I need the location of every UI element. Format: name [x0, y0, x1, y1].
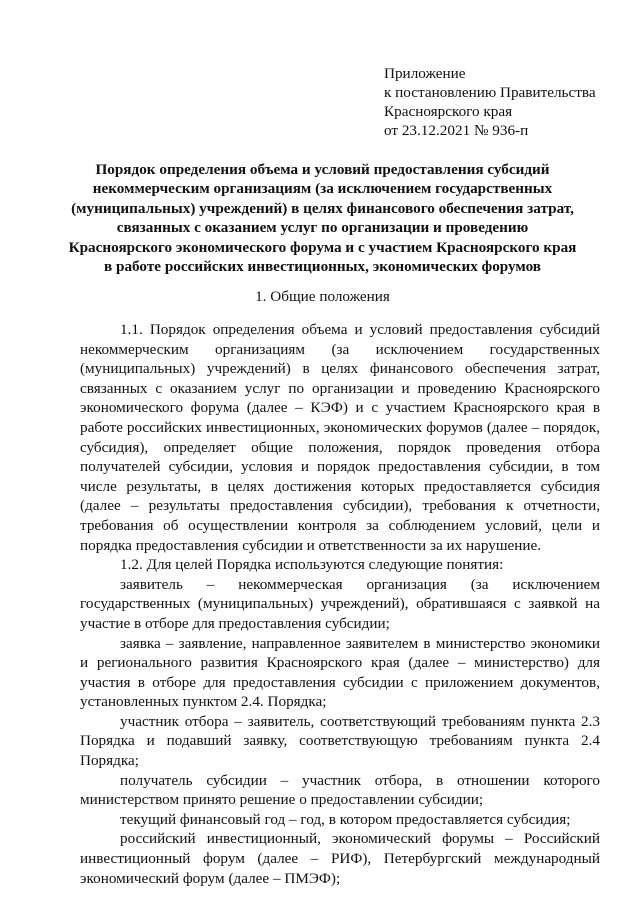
- definition-participant: участник отбора – заявитель, соответствующий требованиям пункта 2.3 Порядка и подавший заявку, соответствующую требованиям пункта 2.4 Порядка;: [80, 712, 600, 770]
- title-line: Красноярского экономического форума и с участием Красноярского края: [68, 238, 577, 256]
- paragraph-1-2: 1.2. Для целей Порядка используются следующие понятия:: [120, 556, 504, 574]
- appendix-block: [384, 64, 624, 140]
- paragraph-1-1: 1.1. Порядок определения объема и условий предоставления субсидий некоммерческим организациям (за исключением государственных (муниципальных) учреждений) в целях финансового обеспечения затрат, связанных с оказанием услуг по организации и проведению Красноярского экономического форума (далее – КЭФ) и с участием Красноярского края в работе российских инвестиционных, экономических форумов (далее – порядок, субсидия), определяет общие положения, порядок проведения отбора получателей субсидии, условия и порядок предоставления субсидии, в том числе результаты, в целях достижения которых предоставляется субсидия (далее – результаты предоставления субсидии), требования к отчетности, требования об осуществлении контроля за соблюдением условий, цели и порядка предоставления субсидии и ответственности за их нарушение.: [80, 321, 600, 554]
- definition-fiscal-year: текущий финансовый год – год, в котором предоставляется субсидия;: [120, 810, 571, 828]
- appendix-line: к постановлению Правительства: [384, 84, 596, 101]
- title-line: Порядок определения объема и условий предоставления субсидий: [95, 161, 550, 178]
- title-line: некоммерческим организациям (за исключением государственных: [92, 180, 553, 198]
- definition-applicant: заявитель – некоммерческая организация (за исключением государственных (муниципальных) учреждений), обратившаяся с заявкой на участие в отборе для предоставления субсидии;: [80, 575, 600, 632]
- definition-application: заявка – заявление, направленное заявителем в министерство экономики и регионального развития Красноярского края (далее – министерство) для участия в отборе для предоставления субсидии с приложением документов, установленных пунктом 2.4. Порядка;: [80, 634, 600, 711]
- document-body: [80, 320, 600, 888]
- appendix-line: Приложение: [384, 65, 466, 82]
- section-heading: 1. Общие положения: [255, 288, 390, 305]
- appendix-date-line: от 23.12.2021 № 936-п: [384, 122, 529, 139]
- appendix-line: Красноярского края: [384, 103, 513, 120]
- title-line: в работе российских инвестиционных, экономических форумов: [104, 258, 541, 276]
- title-line: связанных с оказанием услуг по организации и проведению: [116, 219, 529, 237]
- title-line: (муниципальных) учреждений) в целях финансового обеспечения затрат,: [71, 199, 574, 217]
- definition-forums: российский инвестиционный, экономический форумы – Российский инвестиционный форум (далее – РИФ), Петербургский международный экономический форум (далее – ПМЭФ);: [80, 830, 600, 887]
- document-title: [60, 160, 585, 276]
- definition-recipient: получатель субсидии – участник отбора, в отношении которого министерством принято решение о предоставлении субсидии;: [80, 771, 600, 809]
